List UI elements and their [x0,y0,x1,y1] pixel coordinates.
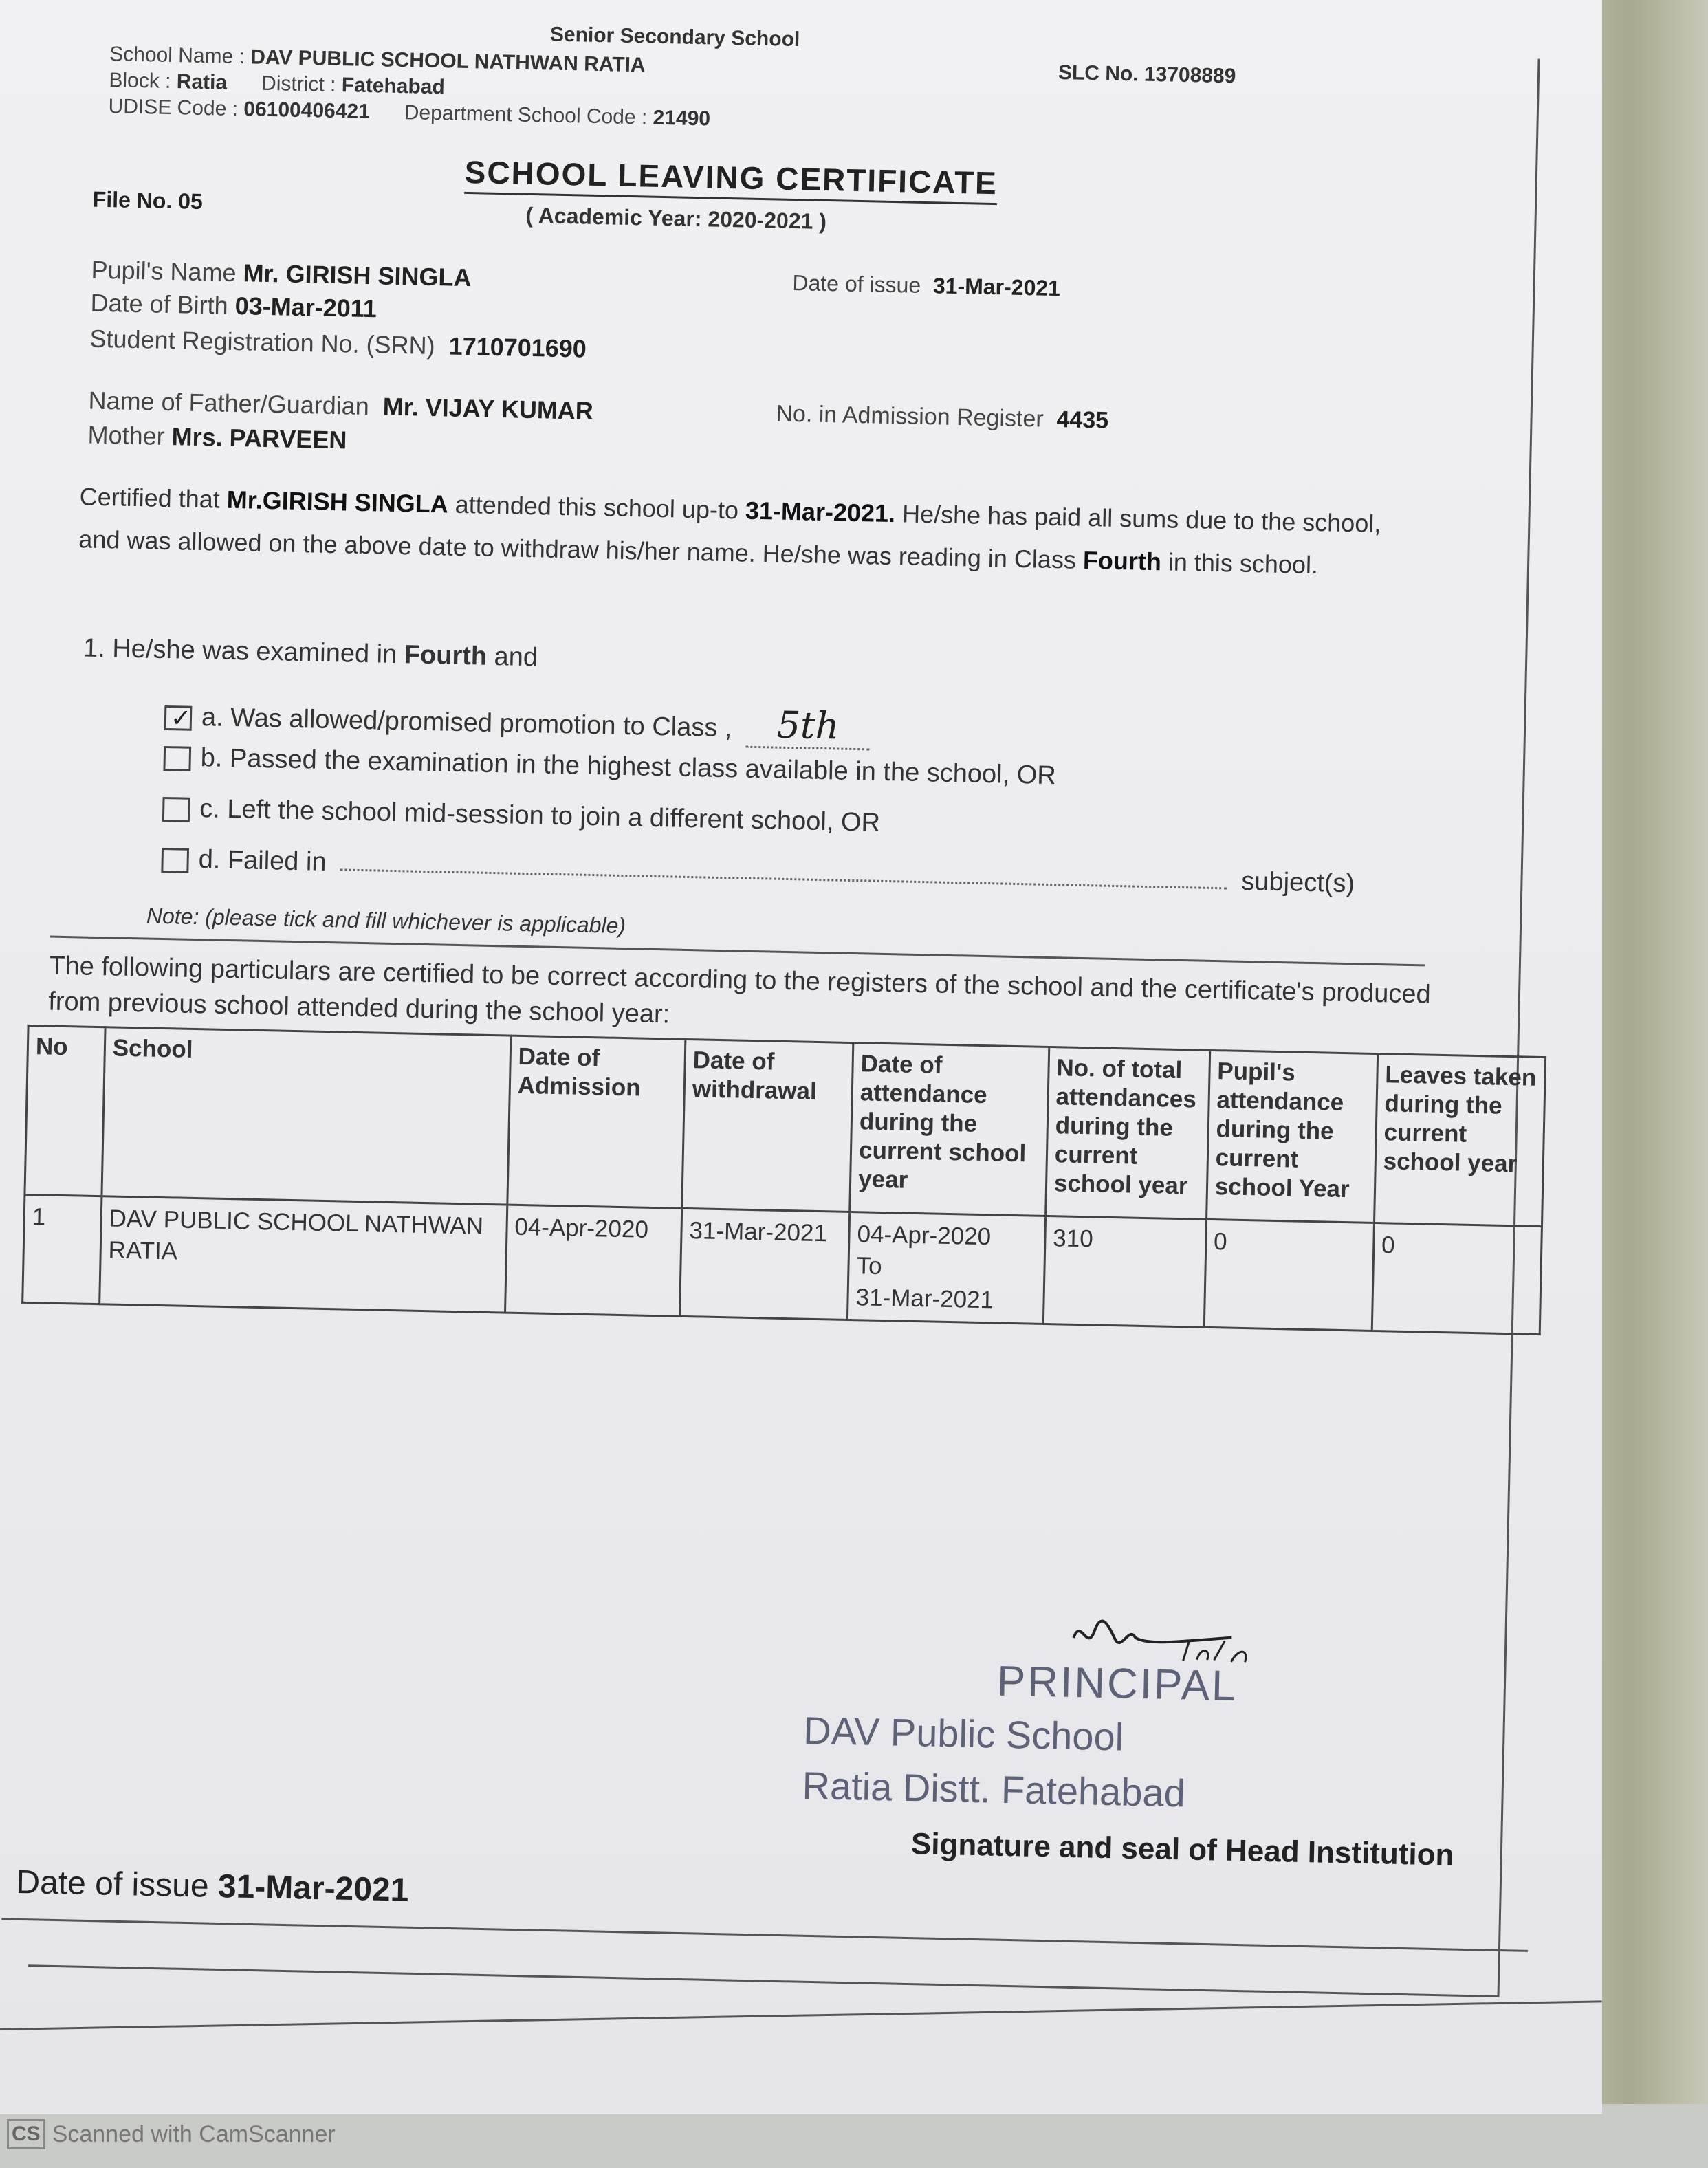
option-b-checkbox[interactable] [163,746,191,771]
promotion-class-value[interactable]: 5th [745,703,870,751]
file-number: File No. 05 [92,186,204,214]
udise-value: 06100406421 [243,98,371,124]
cell-admission: 04-Apr-2020 [505,1205,681,1316]
particulars-table [21,1025,1546,1335]
tick-mark-icon: ✓ [170,703,192,732]
seal-location: Ratia Distt. Fatehabad [802,1763,1186,1815]
particulars-text: The following particulars are certified to be correct according to the registers of the school and the certificate's produced from previous school attended during the school year: [47,951,1432,1029]
mother-line: Mother Mrs. PARVEEN [87,420,347,455]
block-line: Block : Ratia District : Fatehabad [109,69,446,99]
admission-number: 4435 [1056,406,1109,434]
option-c: c. Left the school mid-session to join a different school, OR [162,793,881,838]
option-a: ✓ a. Was allowed/promised promotion to Class , 5th [164,690,870,750]
cell-no: 1 [23,1194,102,1304]
certified-pupil-name: Mr.GIRISH SINGLA [226,485,449,518]
header-attendance-dates: Date of attendance during the current school year [850,1043,1049,1216]
header-pupil-attendance: Pupil's attendance during the current school Year [1206,1050,1377,1223]
certificate-content [0,23,1581,2026]
issue-date: 31-Mar-2021 [932,273,1061,301]
cell-withdrawal: 31-Mar-2021 [679,1208,849,1320]
father-line: Name of Father/Guardian Mr. VIJAY KUMAR [88,386,594,425]
srn-value: 1710701690 [448,331,587,363]
school-name: DAV PUBLIC SCHOOL NATHWAN RATIA [250,45,646,77]
option-c-checkbox[interactable] [162,797,190,822]
option-a-checkbox[interactable] [164,705,193,731]
admission-line: No. in Admission Register 4435 [776,400,1109,434]
udise-line: UDISE Code : 06100406421 Department School Code : 21490 [108,95,711,131]
signature-label: Signature and seal of Head Institution [910,1827,1454,1872]
cell-total-attendances: 310 [1043,1216,1206,1327]
camscanner-logo-icon: CS [7,2119,45,2149]
option-d: d. Failed in subject(s) [161,844,1355,899]
certified-class: Fourth [1082,545,1162,576]
header-total-attendances: No. of total attendances during the current school year [1045,1047,1209,1220]
pupil-name-line: Pupil's Name Mr. GIRISH SINGLA [91,255,472,292]
option-b: b. Passed the examination in the highest class available in the school, OR [163,743,1056,791]
header-school: School [102,1027,511,1205]
header-admission: Date of Admission [507,1036,686,1208]
academic-year: ( Academic Year: 2020-2021 ) [525,202,827,234]
cell-school: DAV PUBLIC SCHOOL NATHWAN RATIA [100,1196,507,1313]
school-name-label: School Name : [109,43,245,69]
pupil-name: Mr. GIRISH SINGLA [243,259,472,292]
certified-date: 31-Mar-2021. [745,496,896,528]
header-withdrawal: Date of withdrawal [682,1039,853,1212]
seal-school-name: DAV Public School [802,1708,1124,1759]
district-value: Fatehabad [341,74,446,99]
school-type: Senior Secondary School [549,23,800,52]
certified-paragraph: Certified that Mr.GIRISH SINGLA attended this school up-to 31-Mar-2021. He/she has paid all sums due to the school, and was allowed on the above date to withdraw his/her name. He/she was reading in Class Fourth in this school. [78,482,1381,580]
exam-line: 1. He/she was examined in Fourth and [83,633,538,672]
mother-name: Mrs. PARVEEN [171,422,347,455]
table-header-row [25,1025,1546,1226]
footer-issue-date: Date of issue 31-Mar-2021 [15,1863,409,1909]
cell-attendance-dates: 04-Apr-2020 To 31-Mar-2021 [847,1212,1045,1324]
cell-pupil-attendance: 0 [1204,1219,1374,1331]
dept-code-value: 21490 [653,106,711,131]
exam-class: Fourth [404,640,488,671]
dob-line: Date of Birth 03-Mar-2011 [90,288,377,323]
srn-line: Student Registration No. (SRN) 1710701690 [89,324,587,363]
certificate-title: SCHOOL LEAVING CERTIFICATE [464,153,998,205]
seal-principal: PRINCIPAL [996,1657,1238,1710]
dob-value: 03-Mar-2011 [234,291,377,323]
issue-date-line: Date of issue 31-Mar-2021 [792,270,1061,301]
block-value: Ratia [176,70,228,94]
cell-leaves: 0 [1372,1223,1542,1334]
header-no: No [25,1025,105,1196]
option-d-checkbox[interactable] [161,848,189,873]
slc-number: SLC No. 13708889 [1058,61,1236,88]
header-leaves: Leaves taken during the current school year [1374,1054,1545,1227]
scanner-watermark [7,2119,336,2149]
father-name: Mr. VIJAY KUMAR [382,392,594,425]
note-text: Note: (please tick and fill whichever is applicable) [146,903,626,939]
scanner-text: Scanned with CamScanner [52,2121,336,2147]
